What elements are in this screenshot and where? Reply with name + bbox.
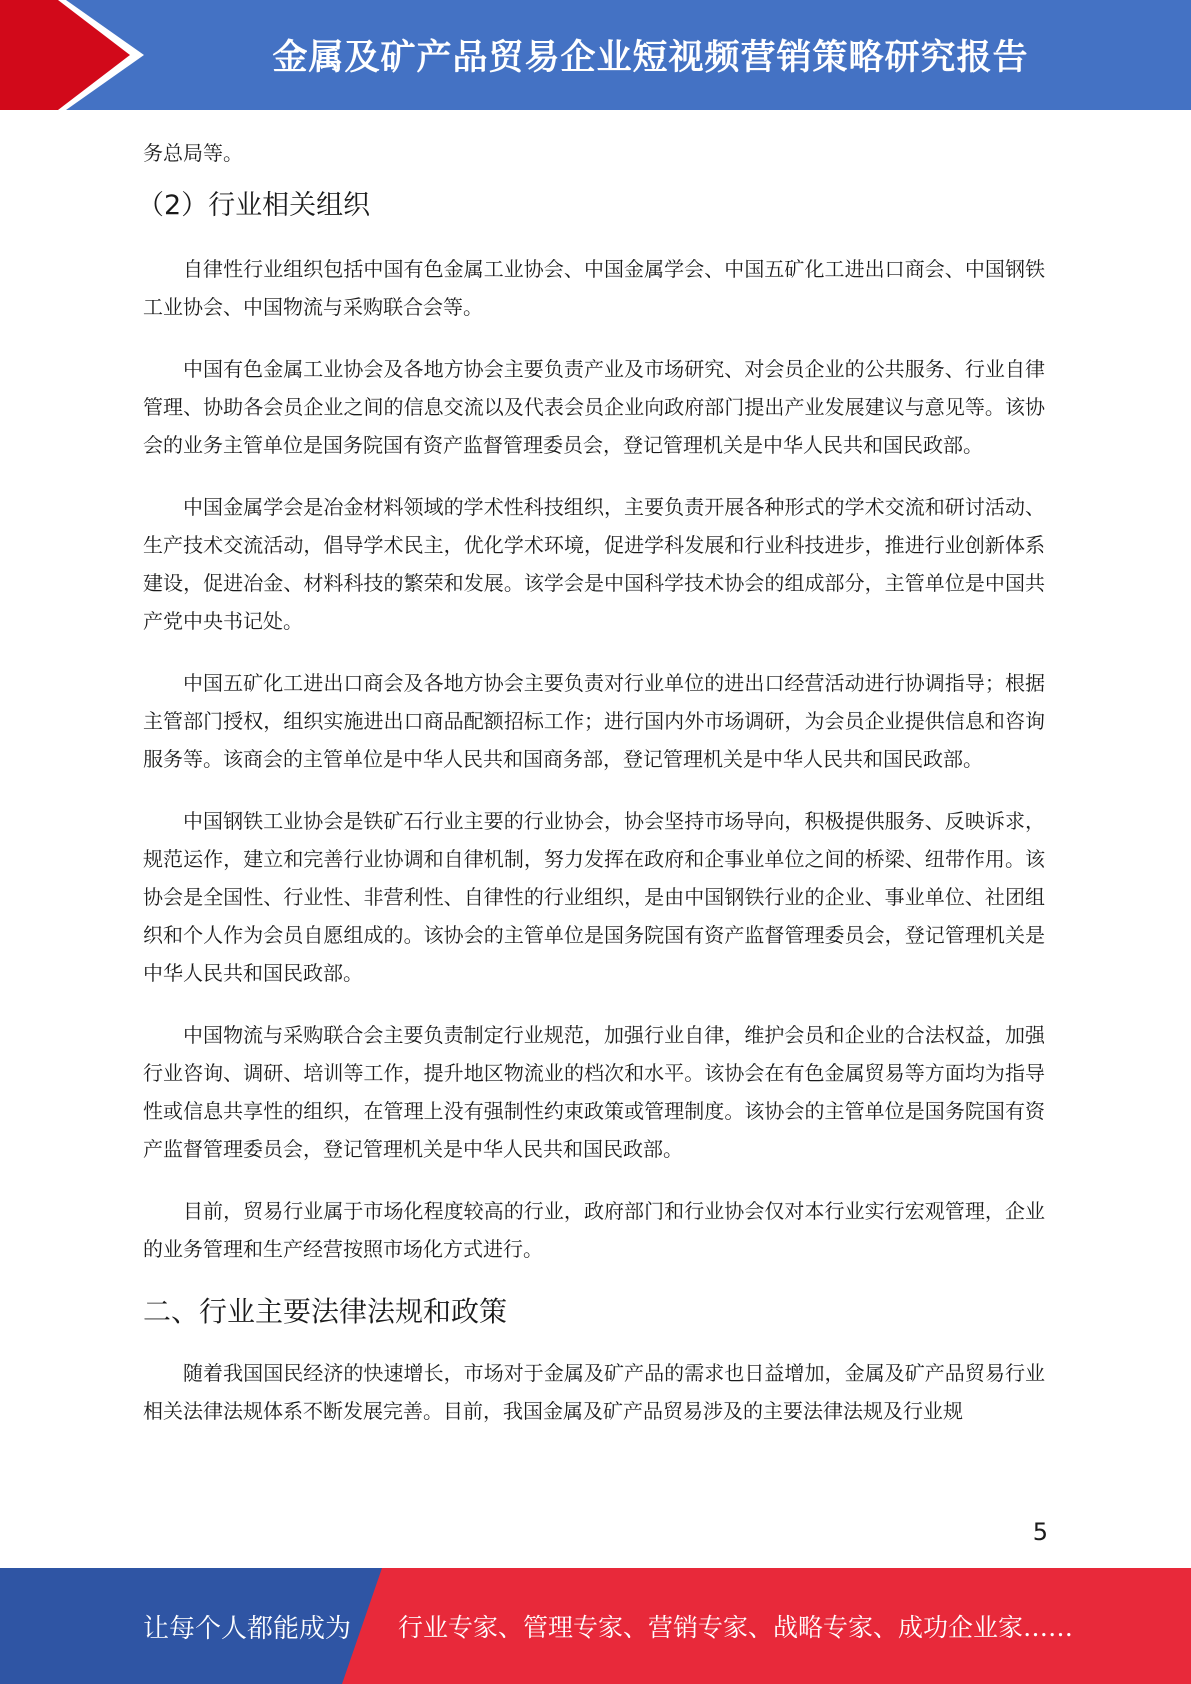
- section-subheading: （2）行业相关组织: [137, 190, 371, 221]
- page-header: [0, 0, 1191, 110]
- page-footer: [0, 1568, 1191, 1684]
- page-content: [137, 134, 1045, 1454]
- paragraph: 中国金属学会是冶金材料领域的学术性科技组织，主要负责开展各种形式的学术交流和研讨活动、生产技术交流活动，倡导学术民主，优化学术环境，促进学科发展和行业科技进步，推进行业创新体系建设，促进冶金、材料科技的繁荣和发展。该学会是中国科学技术协会的组成部分，主管单位是中国共产党中央书记处。: [143, 495, 1045, 633]
- footer-slogan-left: 让每个人都能成为: [143, 1613, 352, 1644]
- report-title: 金属及矿产品贸易企业短视频营销策略研究报告: [272, 38, 1029, 78]
- paragraph: 中国钢铁工业协会是铁矿石行业主要的行业协会，协会坚持市场导向，积极提供服务、反映诉求，规范运作，建立和完善行业协调和自律机制，努力发挥在政府和企事业单位之间的桥梁、纽带作用。该协会是全国性、行业性、非营利性、自律性的行业组织，是由中国钢铁行业的企业、事业单位、社团组织和个人作为会员自愿组成的。该协会的主管单位是国务院国有资产监督管理委员会，登记管理机关是中华人民共和国民政部。: [143, 809, 1045, 985]
- footer-slogan-right: 行业专家、管理专家、营销专家、战略专家、成功企业家……: [398, 1613, 1074, 1642]
- paragraph: 中国物流与采购联合会主要负责制定行业规范，加强行业自律，维护会员和企业的合法权益，加强行业咨询、调研、培训等工作，提升地区物流业的档次和水平。该协会在有色金属贸易等方面均为指导性或信息共享性的组织，在管理上没有强制性约束政策或管理制度。该协会的主管单位是国务院国有资产监督管理委员会，登记管理机关是中华人民共和国民政部。: [143, 1023, 1045, 1161]
- paragraph: 中国五矿化工进出口商会及各地方协会主要负责对行业单位的进出口经营活动进行协调指导；根据主管部门授权，组织实施进出口商品配额招标工作；进行国内外市场调研，为会员企业提供信息和咨询服务等。该商会的主管单位是中华人民共和国商务部，登记管理机关是中华人民共和国民政部。: [143, 671, 1045, 771]
- paragraph: 自律性行业组织包括中国有色金属工业协会、中国金属学会、中国五矿化工进出口商会、中国钢铁工业协会、中国物流与采购联合会等。: [143, 257, 1045, 319]
- paragraph: 随着我国国民经济的快速增长，市场对于金属及矿产品的需求也日益增加，金属及矿产品贸易行业相关法律法规体系不断发展完善。目前，我国金属及矿产品贸易涉及的主要法律法规及行业规: [143, 1361, 1045, 1423]
- section-heading: 二、行业主要法律法规和政策: [143, 1295, 508, 1328]
- continued-text: 务总局等。: [143, 141, 243, 165]
- paragraph: 中国有色金属工业协会及各地方协会主要负责产业及市场研究、对会员企业的公共服务、行业自律管理、协助各会员企业之间的信息交流以及代表会员企业向政府部门提出产业发展建议与意见等。该协会的业务主管单位是国务院国有资产监督管理委员会，登记管理机关是中华人民共和国民政部。: [143, 357, 1045, 457]
- header-chevron-decoration: [0, 0, 160, 110]
- page-number: 5: [1032, 1518, 1048, 1546]
- paragraph: 目前，贸易行业属于市场化程度较高的行业，政府部门和行业协会仅对本行业实行宏观管理，企业的业务管理和生产经营按照市场化方式进行。: [143, 1199, 1045, 1261]
